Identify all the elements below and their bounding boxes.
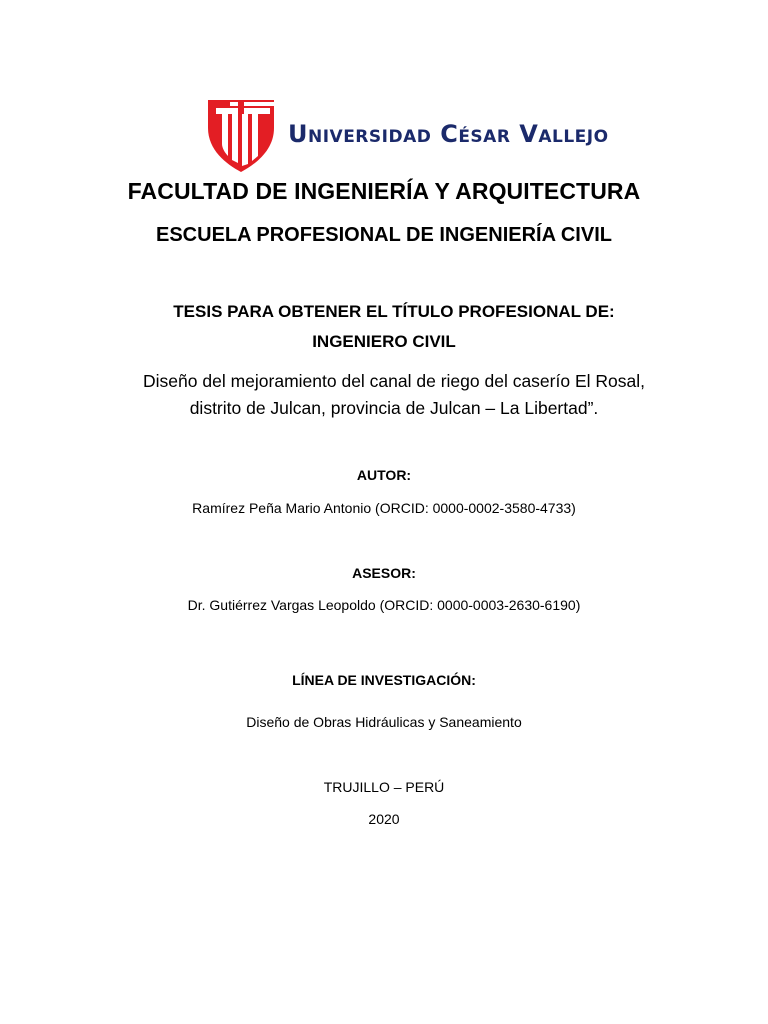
shield-emblem-icon (208, 100, 278, 172)
advisor-label: ASESOR: (352, 565, 416, 581)
author-label: AUTOR: (356, 467, 412, 483)
place-text: TRUJILLO – PERÚ (323, 779, 445, 795)
thesis-title-line: TESIS PARA OBTENER EL TÍTULO PROFESIONAL DE: (173, 302, 615, 321)
project-title (10, 368, 768, 422)
university-logo (208, 100, 609, 172)
university-name: Universidad César Vallejo (288, 120, 609, 148)
degree-name: INGENIERO CIVIL (312, 332, 456, 351)
research-line-value: Diseño de Obras Hidráulicas y Saneamiento (246, 714, 522, 730)
research-line-label: LÍNEA DE INVESTIGACIÓN: (292, 672, 476, 688)
year-text: 2020 (368, 811, 400, 827)
project-title-line-2: distrito de Julcan, provincia de Julcan – La Libertad”. (189, 398, 599, 418)
faculty-title: FACULTAD DE INGENIERÍA Y ARQUITECTURA (127, 178, 641, 204)
project-title-line-1: Diseño del mejoramiento del canal de riego del caserío El Rosal, (143, 371, 645, 391)
author-value: Ramírez Peña Mario Antonio (ORCID: 0000-0002-3580-4733) (192, 500, 576, 516)
school-title: ESCUELA PROFESIONAL DE INGENIERÍA CIVIL (156, 224, 612, 246)
advisor-value: Dr. Gutiérrez Vargas Leopoldo (ORCID: 0000-0003-2630-6190) (187, 597, 581, 613)
